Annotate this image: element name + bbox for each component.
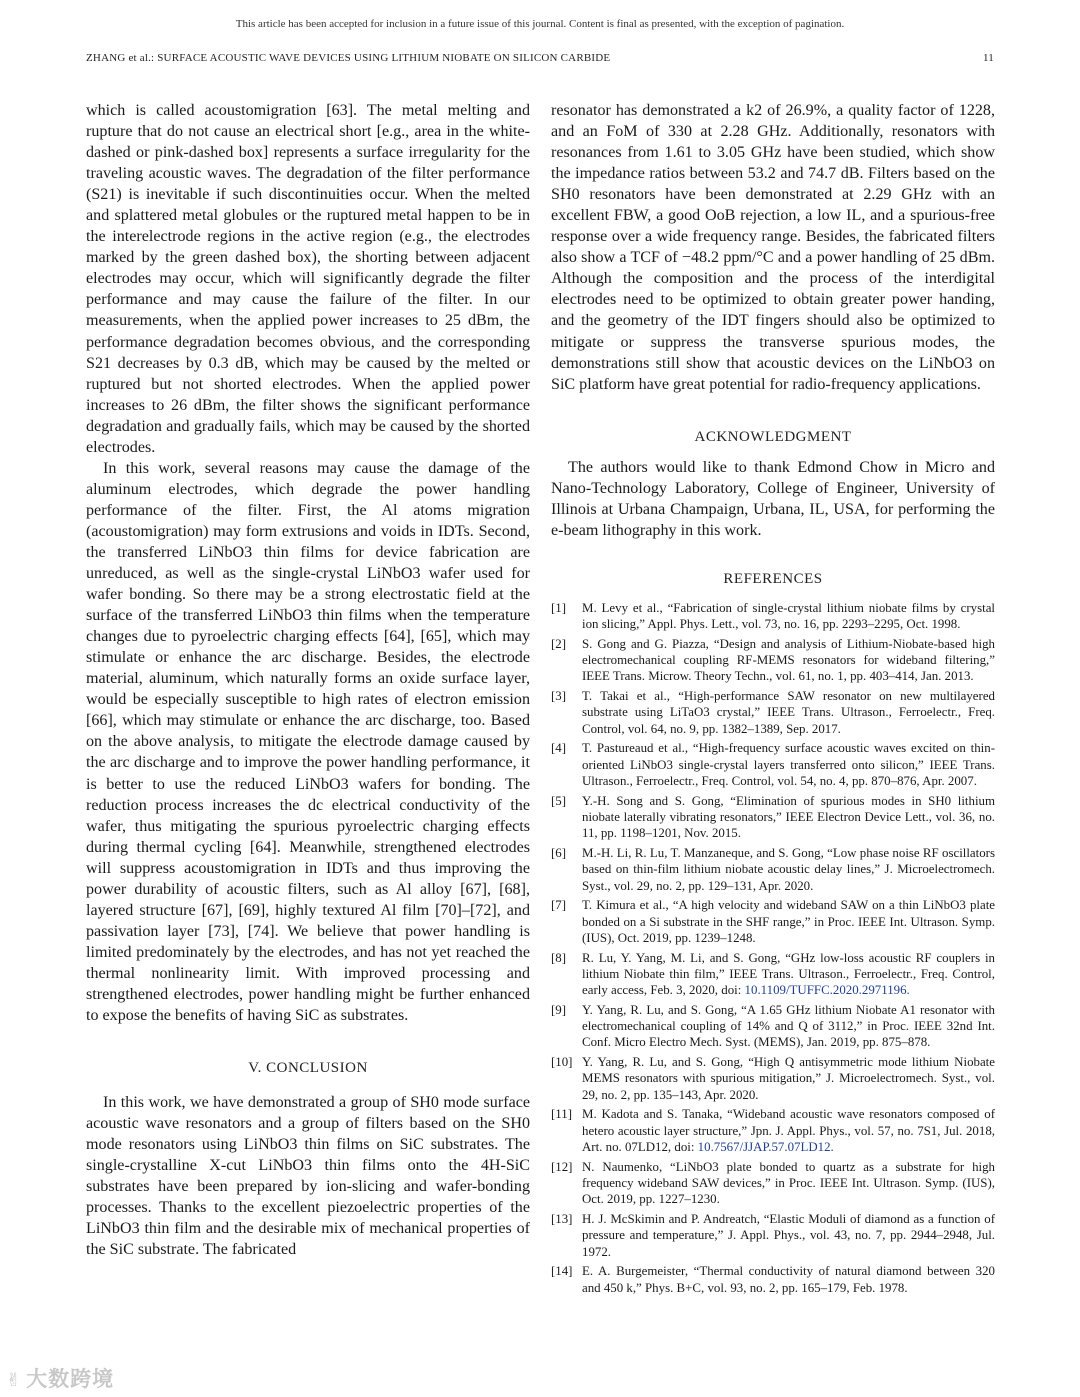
reference-text: M.-H. Li, R. Lu, T. Manzaneque, and S. Gong, “Low phase noise RF oscillators based on thin-film lithium niobate acoustic delay lines,” J. Microelectromech. Syst., vol. 29, no. 2, pp. 129–131, Apr. 2020. [582, 845, 995, 893]
watermark-text: 大数跨境 [26, 1367, 115, 1391]
reference-number: [2] [551, 636, 567, 651]
reference-number: [10] [551, 1055, 573, 1070]
reference-item [551, 688, 995, 737]
reference-doi-link[interactable]: 10.1109/TUFFC.2020.2971196. [744, 983, 910, 998]
reference-text: Y.-H. Song and S. Gong, “Elimination of spurious modes in SH0 lithium niobate laterally vibrating resonators,” IEEE Electron Device Lett., vol. 36, no. 11, pp. 1198–1201, Nov. 2015. [582, 793, 995, 841]
watermark [6, 1363, 114, 1393]
reference-text: T. Pastureaud et al., “High-frequency surface acoustic waves excited on thin-oriented LiNbO3 single-crystal layers transferred onto silicon,” IEEE Trans. Ultrason., Ferroelectr., Freq. Control, vol. 54, no. 4, pp. 870–876, Apr. 2007. [582, 741, 995, 788]
reference-item [551, 1054, 995, 1103]
acknowledgment-heading: ACKNOWLEDGMENT [694, 428, 852, 445]
reference-text: N. Naumenko, “LiNbO3 plate bonded to quartz as a substrate for high frequency wideband SAW devices,” in Proc. IEEE Int. Ultrason. Symp. (IUS), Oct. 2019, pp. 1227–1230. [582, 1159, 995, 1207]
reference-number: [3] [551, 689, 567, 704]
paragraph-damage-reasons: In this work, several reasons may cause the damage of the aluminum electrodes, which degrade the power handling performance of the filter. First, the Al atoms migration (acoustomigration) may form extrusions and voids in IDTs. Second, the transferred LiNbO3 thin films for device fabrication are unreduced, as well as the single-crystal LiNbO3 wafer used for wafer bonding. So there may be a strong electrostatic field at the surface of the transferred LiNbO3 thin films when the temperature changes due to pyroelectric charging effects [64], [65], which may stimulate or enhance the arc discharge. Besides, the electrode material, aluminum, which naturally forms an oxide surface layer, would be especially susceptible to high rates of electron emission [66], which may stimulate or enhance the arc discharge, too. Based on the above analysis, to mitigate the electrode damage caused by the arc discharge and to improve the power handling performance, it is better to use the reduced LiNbO3 wafers for bonding. The reduction process increases the dc electrical conductivity of the wafer, thus mitigating the spurious pyroelectric charging effects during thermal cycling [64]. Meanwhile, strengthened electrodes will suppress acoustomigration in IDTs and thus improving the power durability of acoustic filters, such as Al alloy [67], [68], layered structure [67], [69], highly textured Al film [70]–[72], and passivation layer [73], [74]. We believe that power handling is limited predominately by the electrodes, and has not yet reached the thermal nonlinearity limit. With improved processing and strengthened electrodes, power handling might be further enhanced to expose the benefits of having SiC as substrates. [86, 459, 530, 1025]
paragraph-conclusion: In this work, we have demonstrated a group of SH0 mode surface acoustic wave resonators and a group of filters based on the SH0 mode resonators using LiNbO3 thin films on SiC substrates. The single-crystalline X-cut LiNbO3 thin films onto the 4H-SiC substrates have been prepared by ion-slicing and wafer-bonding processes. Thanks to the excellent piezoelectric properties of the LiNbO3 thin film and the desirable mix of mechanical properties of the SiC substrate. The fabricated [86, 1094, 530, 1259]
reference-item [551, 897, 995, 946]
reference-text: E. A. Burgemeister, “Thermal conductivity of natural diamond between 320 and 450 k,” Phys. B+C, vol. 93, no. 2, pp. 165–179, Feb. 1978. [582, 1264, 995, 1295]
reference-text: Y. Yang, R. Lu, and S. Gong, “High Q antisymmetric mode lithium Niobate MEMS resonators with spurious mitigation,” J. Microelectromech. Syst., vol. 29, no. 2, pp. 135–143, Apr. 2020. [582, 1055, 995, 1102]
reference-item [551, 1211, 995, 1260]
conclusion-heading: V. CONCLUSION [248, 1060, 368, 1077]
page-number: 11 [983, 52, 994, 64]
reference-number: [4] [551, 741, 567, 756]
reference-number: [14] [551, 1264, 573, 1279]
reference-number: [13] [551, 1211, 573, 1226]
reference-item [551, 1263, 995, 1296]
running-header [86, 52, 994, 64]
reference-number: [8] [551, 950, 567, 965]
acceptance-notice: This article has been accepted for inclusion in a future issue of this journal. Content is final as presented, with the exception of pagination. [235, 18, 845, 30]
references-heading: REFERENCES [723, 570, 823, 587]
reference-text: Y. Yang, R. Lu, and S. Gong, “A 1.65 GHz lithium Niobate A1 resonator with electromechanical coupling of 14% and Q of 3112,” in Proc. IEEE 32nd Int. Conf. Micro Electro Mech. Syst. (MEMS), Jan. 2019, pp. 875–878. [582, 1002, 995, 1050]
reference-item [551, 950, 995, 999]
reference-number: [9] [551, 1002, 567, 1017]
paragraph-acoustomigration: which is called acoustomigration [63]. The metal melting and rupture that do not cause an electrical short [e.g., area in the white-dashed or pink-dashed box] represents a surface irregularity for the traveling acoustic waves. The degradation of the filter performance (S21) is inevitable if such discontinuities occur. When the melted and splattered metal globules or the ruptured metal happen to be in the interelectrode regions in the active region (e.g., the electrodes marked by the green dashed box), the shorting between adjacent electrodes may occur, which will significantly degrade the filter performance and may cause the failure of the filter. In our measurements, when the applied power increases to 25 dBm, the performance degradation becomes obvious, and the corresponding S21 decreases by 0.3 dB, which may be caused by the melted or ruptured but not shorted electrodes. When the applied power increases to 26 dBm, the filter shows the significant performance degradation and gradually fails, which may be caused by the shorted electrodes. [86, 102, 530, 456]
right-column [551, 100, 995, 1299]
reference-item [551, 636, 995, 685]
reference-number: [11] [551, 1107, 572, 1122]
reference-number: [6] [551, 845, 567, 860]
reference-doi-link[interactable]: 10.7567/JJAP.57.07LD12. [697, 1139, 834, 1154]
reference-text: H. J. McSkimin and P. Andreatch, “Elastic Moduli of diamond as a function of pressure and temperature,” J. Appl. Phys., vol. 43, no. 7, pp. 2944–2948, Jul. 1972. [582, 1211, 995, 1259]
reference-number: [12] [551, 1159, 573, 1174]
reference-item [551, 793, 995, 842]
running-title: ZHANG et al.: SURFACE ACOUSTIC WAVE DEVICES USING LITHIUM NIOBATE ON SILICON CARBIDE [86, 52, 611, 64]
reference-text: R. Lu, Y. Yang, M. Li, and S. Gong, “GHz low-loss acoustic RF couplers in lithium Niobate thin film,” IEEE Trans. Ultrason., Ferroelectr., Freq. Control, early access, Feb. 3, 2020, doi: [582, 950, 995, 998]
reference-number: [5] [551, 793, 567, 808]
reference-text: T. Kimura et al., “A high velocity and wideband SAW on a thin LiNbO3 plate bonded on a Si substrate in the SHF range,” in Proc. IEEE Int. Ultrason. Symp. (IUS), Oct. 2019, pp. 1239–1248. [582, 898, 995, 945]
acknowledgment-text: The authors would like to thank Edmond Chow in Micro and Nano-Technology Laboratory, College of Engineer, University of Illinois at Urbana Champaign, Urbana, IL, USA, for performing the e-beam lithography in this work. [551, 458, 995, 539]
hand-peace-icon: ✌ [6, 1370, 23, 1391]
reference-list [551, 600, 995, 1296]
reference-text: T. Takai et al., “High-performance SAW resonator on new multilayered substrate using LiTaO3 crystal,” IEEE Trans. Ultrason., Ferroelectr., Freq. Control, vol. 64, no. 9, pp. 1382–1389, Sep. 2017. [582, 689, 995, 736]
reference-item [551, 600, 995, 633]
reference-number: [7] [551, 898, 567, 913]
left-column [86, 100, 530, 1260]
reference-text: M. Kadota and S. Tanaka, “Wideband acoustic wave resonators composed of hetero acoustic layer structure,” Jpn. J. Appl. Phys., vol. 57, no. 7S1, Jul. 2018, Art. no. 07LD12, doi: [582, 1107, 995, 1154]
reference-item [551, 1159, 995, 1208]
reference-text: S. Gong and G. Piazza, “Design and analysis of Lithium-Niobate-based high electromechanical coupling RF-MEMS resonators for wideband filtering,” IEEE Trans. Microw. Theory Techn., vol. 61, no. 1, pp. 403–414, Jan. 2013. [582, 636, 995, 684]
reference-number: [1] [551, 600, 567, 615]
reference-item [551, 740, 995, 789]
paragraph-conclusion-continued: resonator has demonstrated a k2 of 26.9%, a quality factor of 1228, and an FoM of 330 at 2.28 GHz. Additionally, resonators with resonances from 1.61 to 3.05 GHz have been studied, which show the impedance ratios between 53.2 and 74.7 dB. Filters based on the SH0 resonators have been demonstrated at 2.29 GHz with an excellent FBW, a good OoB rejection, a low IL, and a spurious-free response over a wide frequency range. Besides, the fabricated filters also show a TCF of −48.2 ppm/°C and a power handling of 25 dBm. Although the composition and the process of the interdigital electrodes need to be optimized to obtain greater power handing, and the geometry of the IDT fingers should also be optimized to mitigate or suppress the transverse spurious modes, the demonstrations still show that acoustic devices on the LiNbO3 on SiC platform have great potential for radio-frequency applications. [551, 102, 995, 393]
reference-text: M. Levy et al., “Fabrication of single-crystal lithium niobate films by crystal ion slicing,” Appl. Phys. Lett., vol. 73, no. 16, pp. 2293–2295, Oct. 1998. [582, 600, 995, 632]
reference-item [551, 1002, 995, 1051]
reference-item [551, 845, 995, 894]
reference-item [551, 1106, 995, 1155]
